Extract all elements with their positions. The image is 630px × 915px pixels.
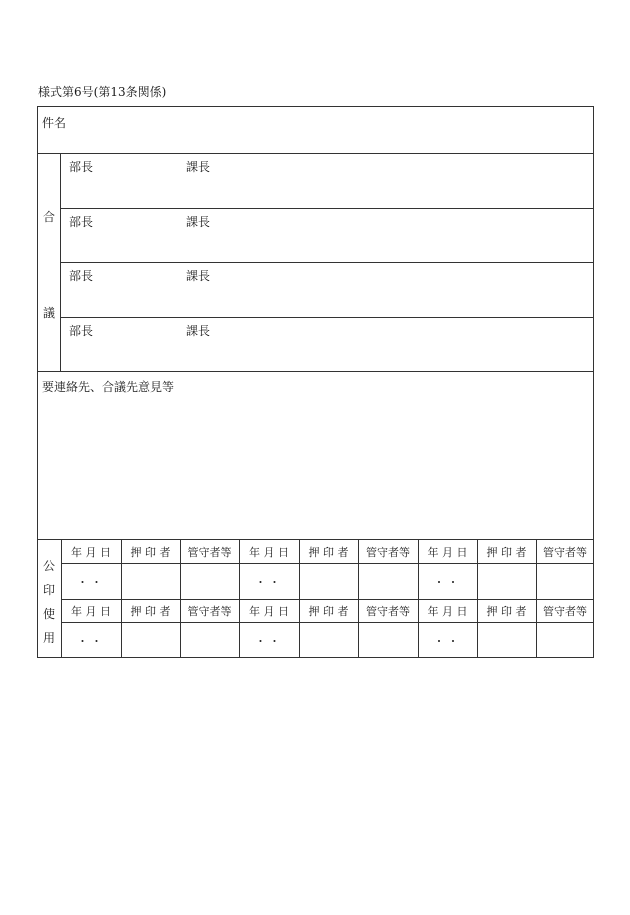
- date-placeholder[interactable]: ・・: [77, 576, 105, 589]
- divider-consult-3: [60, 317, 594, 318]
- divider-consult-vertical: [60, 153, 61, 371]
- dept-head-label: 部長: [69, 160, 94, 174]
- seal-vertical-char: 印: [43, 583, 56, 597]
- header-date: 年 月 日: [249, 605, 289, 618]
- header-custodian: 管守者等: [543, 546, 587, 559]
- header-sealer: 押 印 者: [308, 546, 349, 559]
- date-placeholder[interactable]: ・・: [255, 576, 283, 589]
- header-sealer: 押 印 者: [130, 605, 171, 618]
- seal-vertical-char: 用: [43, 631, 56, 645]
- divider-consult-1: [60, 208, 594, 209]
- header-sealer: 押 印 者: [486, 605, 527, 618]
- section-head-label: 課長: [186, 215, 211, 229]
- divider-subject: [37, 153, 594, 154]
- section-head-label: 課長: [186, 324, 211, 338]
- header-custodian: 管守者等: [187, 546, 232, 559]
- section-head-label: 課長: [186, 160, 211, 174]
- header-date: 年 月 日: [71, 605, 111, 618]
- section-head-label: 課長: [186, 269, 211, 283]
- divider-consult-2: [60, 262, 594, 263]
- header-sealer: 押 印 者: [130, 546, 171, 559]
- header-date: 年 月 日: [427, 605, 468, 618]
- date-placeholder[interactable]: ・・: [77, 635, 105, 648]
- date-placeholder[interactable]: ・・: [255, 635, 283, 648]
- divider-seal-h2: [61, 599, 594, 600]
- seal-vertical-char: 公: [43, 559, 56, 573]
- dept-head-label: 部長: [69, 324, 94, 338]
- header-custodian: 管守者等: [366, 605, 410, 618]
- dept-head-label: 部長: [69, 215, 94, 229]
- consult-vertical-char: 議: [43, 306, 56, 320]
- header-custodian: 管守者等: [543, 605, 587, 618]
- notes-label: 要連絡先、合議先意見等: [42, 380, 175, 394]
- header-date: 年 月 日: [71, 546, 111, 559]
- date-placeholder[interactable]: ・・: [433, 635, 462, 648]
- header-sealer: 押 印 者: [308, 605, 349, 618]
- date-placeholder[interactable]: ・・: [433, 576, 462, 589]
- header-custodian: 管守者等: [366, 546, 410, 559]
- header-date: 年 月 日: [249, 546, 289, 559]
- divider-consult-end: [37, 371, 594, 372]
- header-custodian: 管守者等: [187, 605, 232, 618]
- divider-seal-h3: [61, 622, 594, 623]
- header-sealer: 押 印 者: [486, 546, 527, 559]
- seal-vertical-char: 使: [43, 607, 56, 621]
- dept-head-label: 部長: [69, 269, 94, 283]
- form-number: 様式第6号(第13条関係): [38, 85, 167, 99]
- divider-seal-h1: [61, 563, 594, 564]
- header-date: 年 月 日: [427, 546, 468, 559]
- subject-label: 件名: [42, 116, 67, 130]
- consult-vertical-char: 合: [43, 210, 56, 224]
